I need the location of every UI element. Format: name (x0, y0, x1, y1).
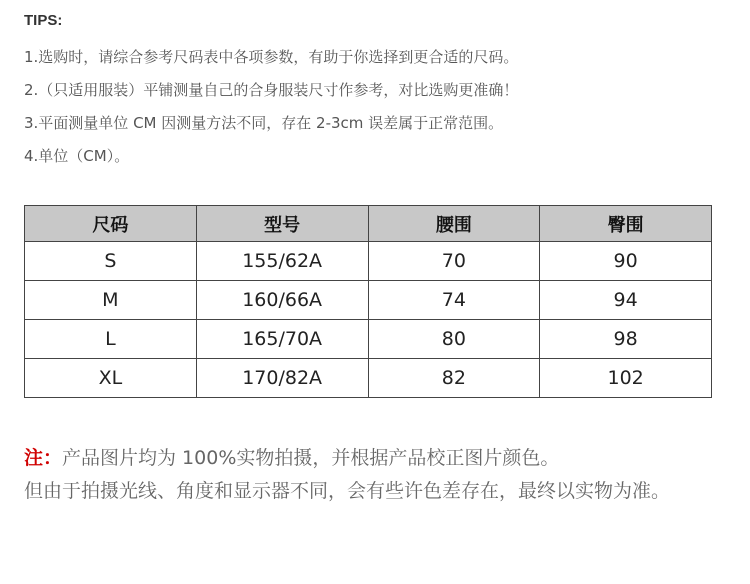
cell-model: 155/62A (196, 242, 368, 281)
cell-hip: 90 (540, 242, 712, 281)
cell-hip: 102 (540, 359, 712, 398)
tip-line-4: 4.单位（CM）。 (24, 147, 130, 165)
header-model: 型号 (196, 206, 368, 242)
cell-waist: 74 (368, 281, 540, 320)
header-hip: 臀围 (540, 206, 712, 242)
table-row (25, 242, 712, 281)
cell-hip: 94 (540, 281, 712, 320)
note-text-1: 产品图片均为 100%实物拍摄，并根据产品校正图片颜色。 (62, 447, 560, 469)
tip-line-3: 3.平面测量单位 CM 因测量方法不同，存在 2-3cm 误差属于正常范围。 (24, 114, 504, 132)
cell-waist: 80 (368, 320, 540, 359)
table-header-row (25, 206, 712, 242)
cell-waist: 70 (368, 242, 540, 281)
cell-size: L (25, 320, 197, 359)
cell-size: S (25, 242, 197, 281)
note-line-2: 但由于拍摄光线、角度和显示器不同，会有些许色差存在，最终以实物为准。 (24, 480, 671, 502)
cell-model: 170/82A (196, 359, 368, 398)
note-line-1 (24, 443, 559, 470)
table-row (25, 359, 712, 398)
tip-line-1: 1.选购时，请综合参考尺码表中各项参数，有助于你选择到更合适的尺码。 (24, 48, 519, 66)
cell-model: 160/66A (196, 281, 368, 320)
cell-waist: 82 (368, 359, 540, 398)
tips-title: TIPS: (24, 12, 63, 29)
cell-hip: 98 (540, 320, 712, 359)
cell-size: XL (25, 359, 197, 398)
header-size: 尺码 (25, 206, 197, 242)
table-row (25, 320, 712, 359)
table-row (25, 281, 712, 320)
size-chart-table (24, 205, 712, 398)
tip-line-2: 2.（只适用服装）平铺测量自己的合身服装尺寸作参考，对比选购更准确！ (24, 81, 519, 99)
cell-model: 165/70A (196, 320, 368, 359)
note-label: 注： (24, 447, 63, 469)
header-waist: 腰围 (368, 206, 540, 242)
cell-size: M (25, 281, 197, 320)
